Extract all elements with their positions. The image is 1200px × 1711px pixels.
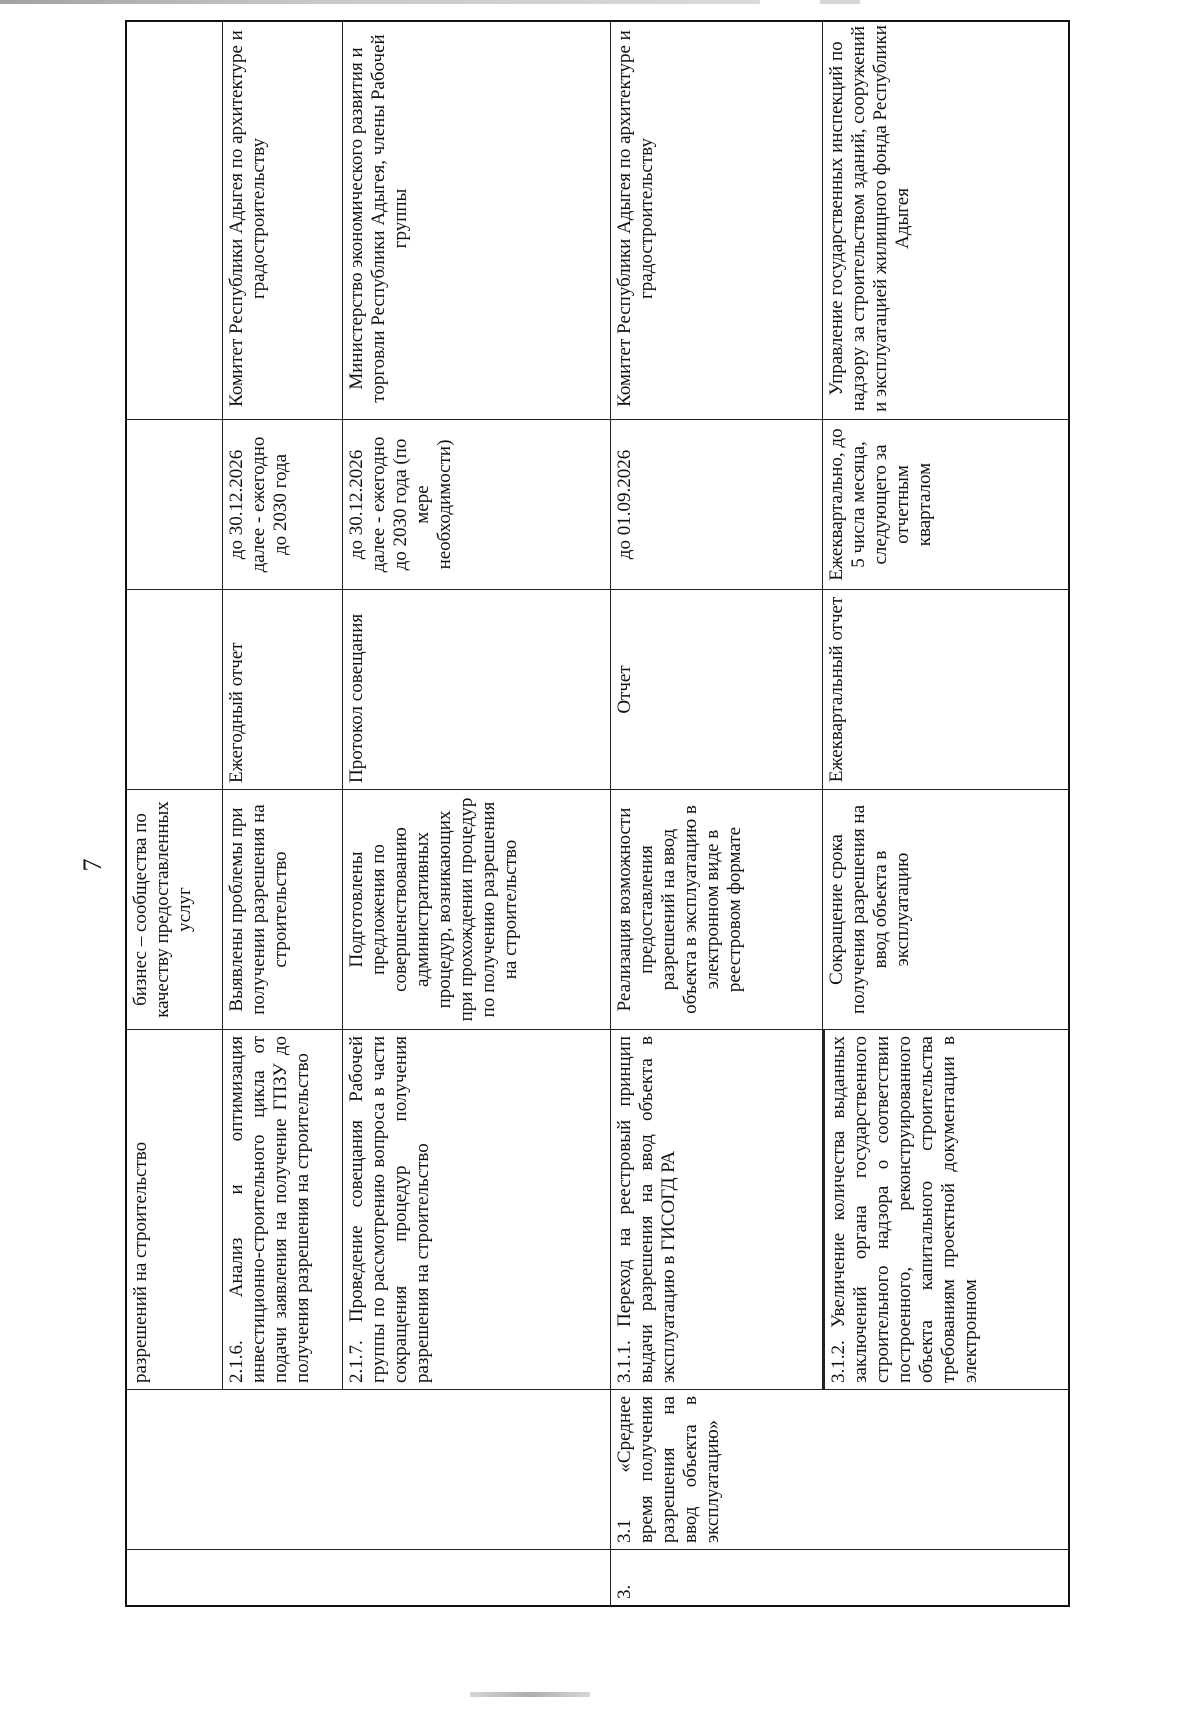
cell-responsible: Комитет Республики Адыгея по архитектуре и градостроительству [222, 20, 342, 420]
cell-result: Сокращение срока получения разрешения на ввод объекта в эксплуатацию [822, 790, 1070, 1030]
cell-action: 2.1.7. Проведение совещания Рабочей группы по рассмотрению вопроса в части сокращения процедур получения разрешения на строительство [342, 1030, 610, 1390]
scan-artifact-top-right [820, 0, 860, 4]
cell-indicator [127, 1390, 222, 1550]
cell-action: 3.1.1. Переход на реестровый принцип выдачи разрешения на ввод объекта в эксплуатацию в ГИСОГД РА [610, 1030, 822, 1390]
cell-responsible: Управление государственных инспекций по надзору за строительством зданий, сооружений и эксплуатацией жилищного фонда Республики Адыгея [822, 20, 1070, 420]
table-row [342, 20, 610, 1605]
scan-artifact-bottom [470, 1692, 590, 1697]
cell-number: 3. [610, 1550, 1070, 1605]
cell-indicator [342, 1390, 610, 1550]
cell-deadline [127, 420, 222, 590]
cell-responsible: Комитет Республики Адыгея по архитектуре и градостроительству [610, 20, 822, 420]
cell-document: Ежегодный отчет [222, 590, 342, 790]
cell-document: Отчет [610, 590, 822, 790]
table-row [822, 20, 1070, 1605]
cell-number [127, 1550, 222, 1605]
cell-result: Реализация возможности предоставления разрешений на ввод объекта в эксплуатацию в электронном виде в реестровом формате [610, 790, 822, 1030]
action-plan-table [125, 20, 1070, 1607]
cell-result: бизнес – сообщества по качеству предоставленных услуг [127, 790, 222, 1030]
table-row [127, 20, 222, 1605]
cell-document: Протокол совещания [342, 590, 610, 790]
cell-deadline: Ежеквартально, до 5 числа месяца, следующего за отчетным кварталом [822, 420, 1070, 590]
scan-artifact-top [0, 0, 760, 4]
cell-deadline: до 30.12.2026 далее - ежегодно до 2030 года [222, 420, 342, 590]
cell-number [342, 1550, 610, 1605]
cell-action: 2.1.6. Анализ и оптимизация инвестиционно-строительного цикла от подачи заявления на получение ГПЗУ до получения разрешения на строительство [222, 1030, 342, 1390]
cell-indicator [222, 1390, 342, 1550]
cell-deadline: до 01.09.2026 [610, 420, 822, 590]
cell-action: разрешений на строительство [127, 1030, 222, 1390]
cell-deadline: до 30.12.2026 далее - ежегодно до 2030 года (по мере необходимости) [342, 420, 610, 590]
table-row [610, 20, 822, 1605]
cell-document: Ежеквартальный отчет [822, 590, 1070, 790]
table-row [222, 20, 342, 1605]
cell-action: 3.1.2. Увеличение количества выданных заключений органа государственного строительного надзора о соответствии построенного, реконструированного объекта капитального строительства требованиям проектной документации в электронном [822, 1030, 1070, 1390]
cell-responsible: Министерство экономического развития и торговли Республики Адыгея, члены Рабочей группы [342, 20, 610, 420]
cell-document [127, 590, 222, 790]
cell-result: Подготовлены предложения по совершенствованию административных процедур, возникающих при прохождении процедур по получению разрешения на строительство [342, 790, 610, 1030]
cell-number [222, 1550, 342, 1605]
cell-result: Выявлены проблемы при получении разрешения на строительство [222, 790, 342, 1030]
page-number: 7 [78, 858, 107, 872]
cell-indicator: 3.1 «Среднее время получения разрешения на ввод объекта в эксплуатацию» [610, 1390, 1070, 1550]
cell-responsible [127, 20, 222, 420]
